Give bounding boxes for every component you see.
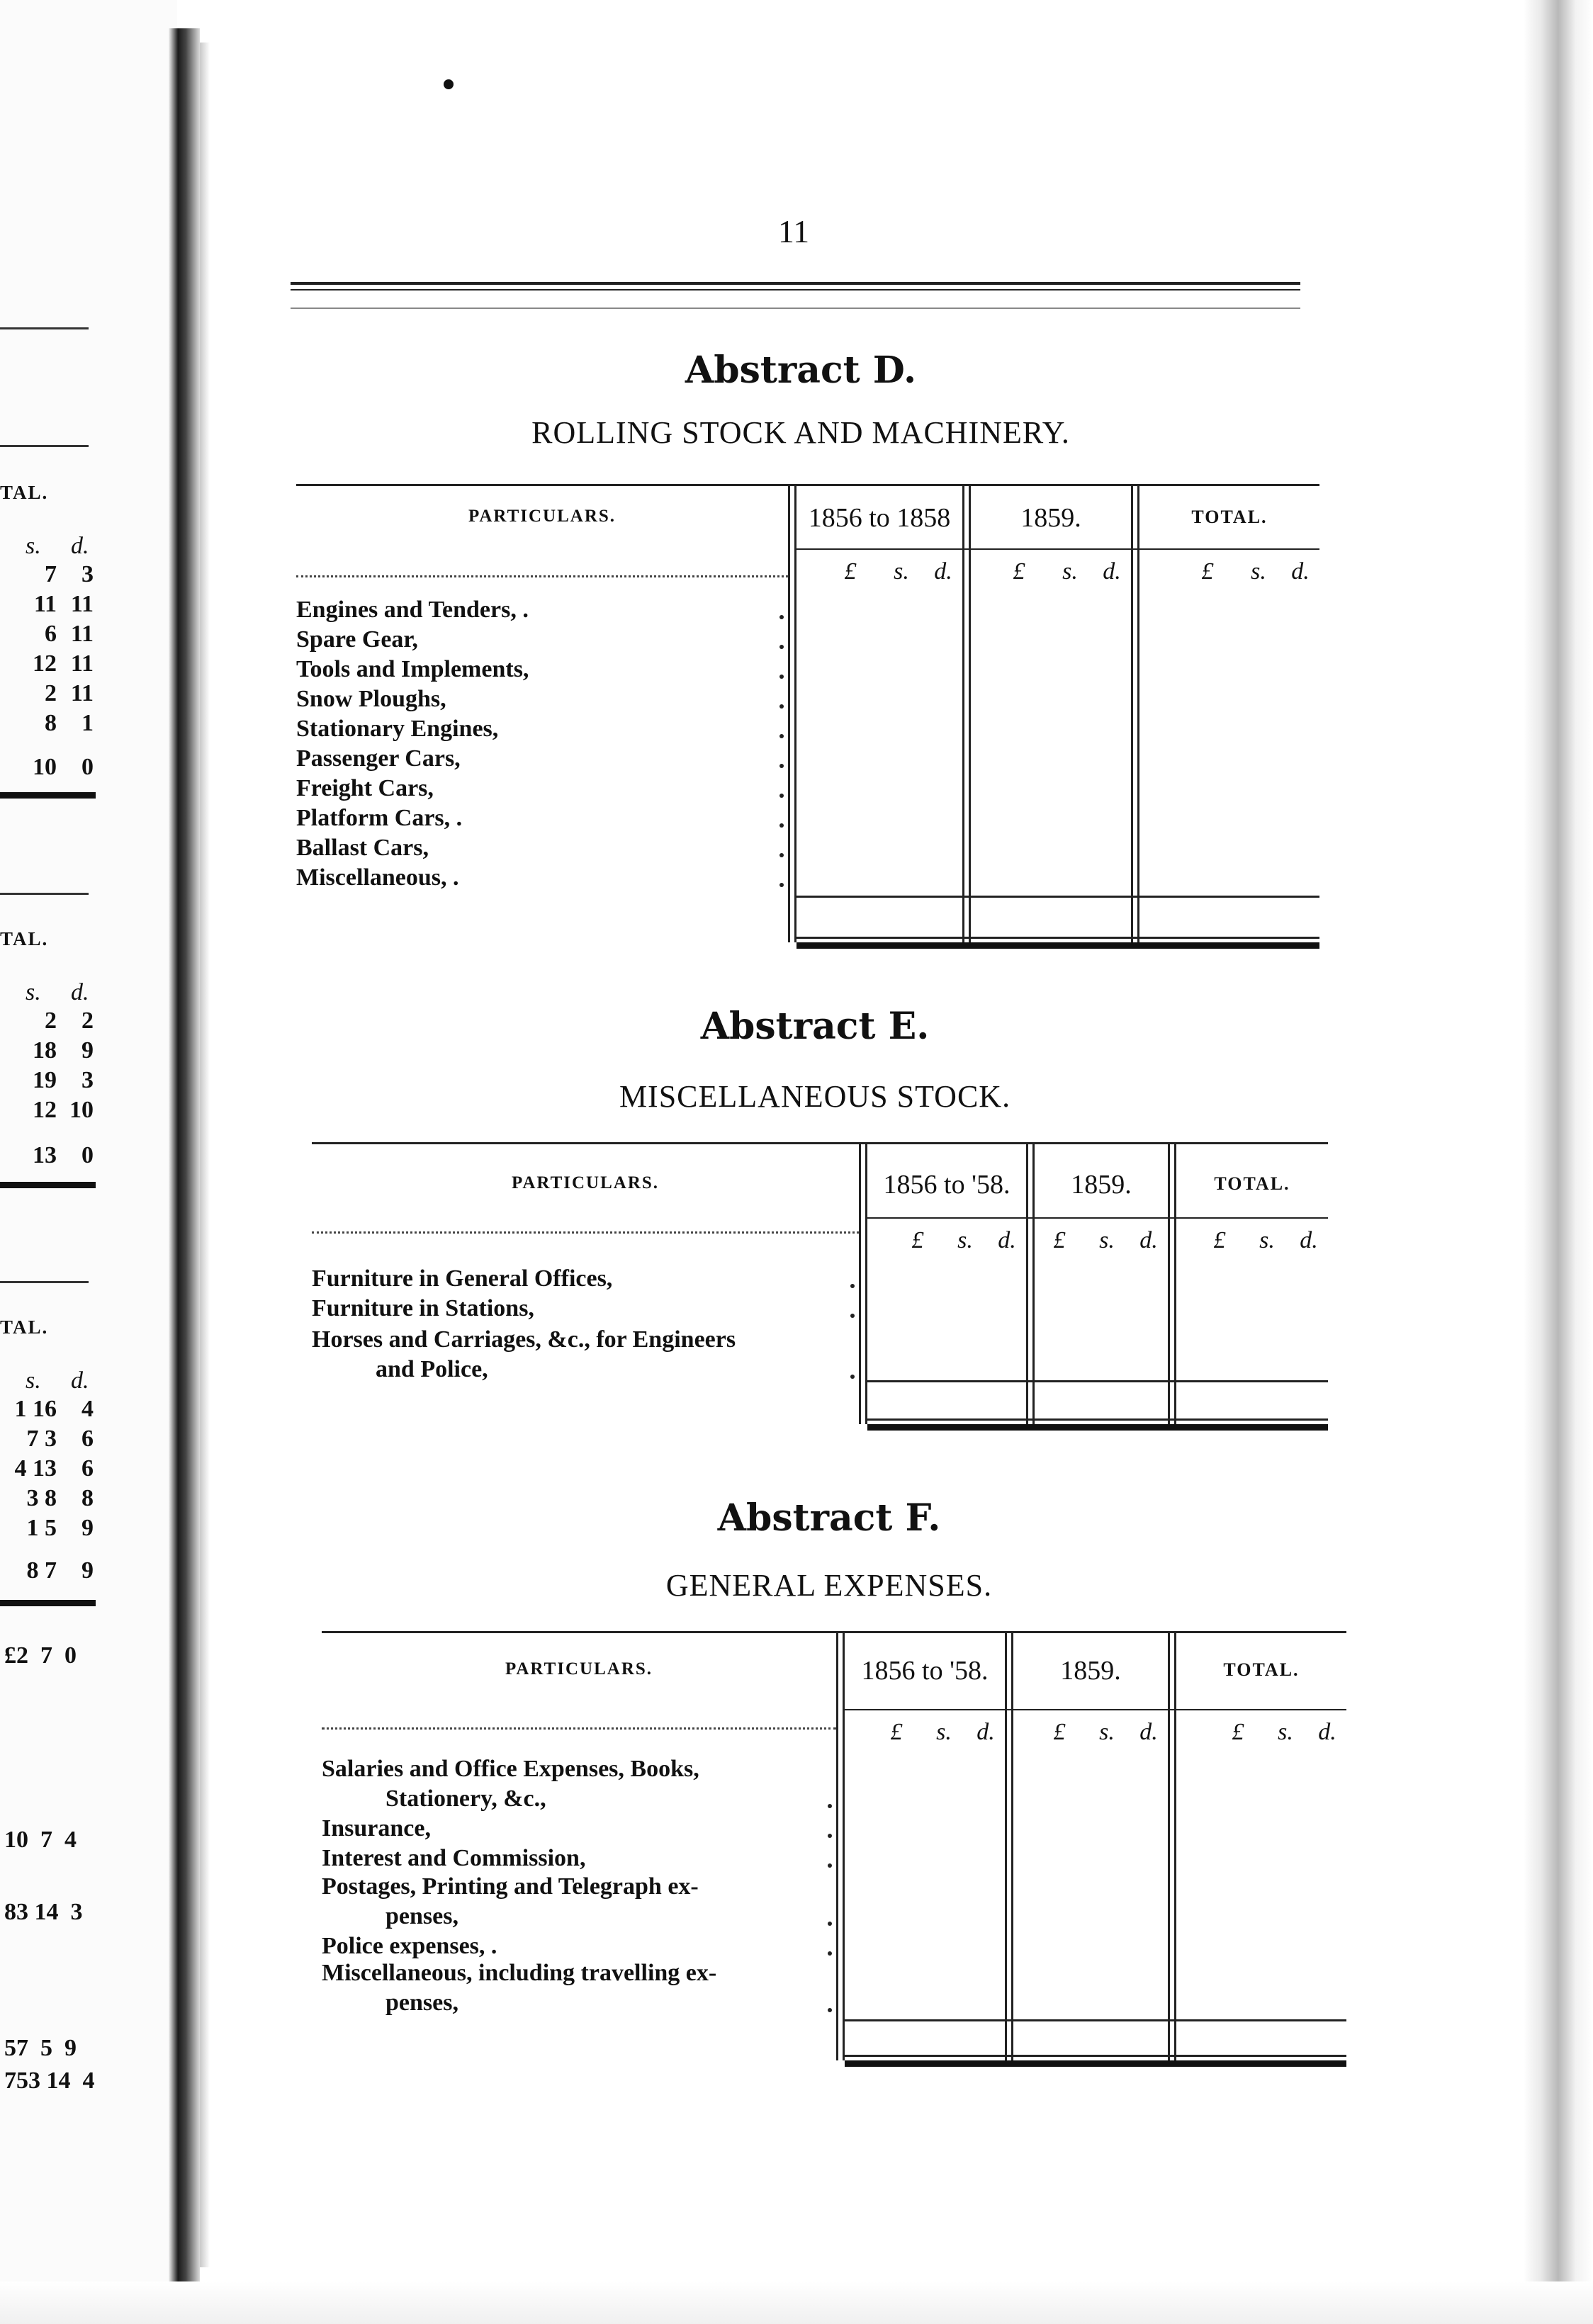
page-edge bbox=[1524, 0, 1593, 2324]
abstract-f-subtitle: GENERAL EXPENSES. bbox=[665, 1568, 993, 1603]
abstract-f-title: Abstract F. bbox=[717, 1496, 941, 1540]
fragment-value: 11 bbox=[70, 621, 94, 647]
fragment-value: 1 bbox=[81, 710, 94, 736]
fragment-line: 57 5 9 bbox=[4, 2035, 77, 2061]
header-rule bbox=[291, 308, 1300, 309]
fragment-value: 8 bbox=[45, 710, 57, 736]
fragment-value: 12 bbox=[33, 650, 57, 677]
abstract-e-title: Abstract E. bbox=[700, 1005, 930, 1048]
column-header: 1859. bbox=[1060, 1656, 1121, 1686]
particulars-header: PARTICULARS. bbox=[468, 507, 617, 526]
double-total-rule bbox=[796, 942, 1319, 949]
column-rule bbox=[836, 1631, 838, 2060]
unit-label: d. bbox=[934, 558, 952, 585]
double-total-rule bbox=[867, 1424, 1328, 1431]
fragment-total: 8 7 bbox=[26, 1557, 57, 1584]
unit-label: s. bbox=[936, 1719, 952, 1745]
particulars-header: PARTICULARS. bbox=[505, 1659, 653, 1679]
leader-dot bbox=[779, 675, 784, 679]
table-rule bbox=[296, 484, 1319, 486]
header-rule bbox=[312, 1231, 859, 1234]
table-rule bbox=[322, 1631, 1346, 1633]
column-header: TOTAL. bbox=[1223, 1659, 1300, 1680]
column-header: TOTAL. bbox=[1191, 507, 1268, 527]
row-label: Ballast Cars, bbox=[296, 835, 429, 861]
column-rule bbox=[859, 1142, 861, 1424]
fragment-line: £2 7 0 bbox=[4, 1642, 77, 1669]
leader-dot bbox=[779, 734, 784, 738]
unit-label: d. bbox=[1139, 1227, 1158, 1253]
fragment-value: 2 bbox=[45, 680, 57, 706]
column-rule bbox=[969, 484, 971, 942]
unit-label: s. bbox=[894, 558, 909, 585]
column-header: 1859. bbox=[1071, 1170, 1132, 1200]
double-total-rule bbox=[867, 1418, 1328, 1421]
facing-page-fragment bbox=[0, 0, 177, 2324]
fragment-line: 10 7 4 bbox=[4, 1827, 77, 1853]
double-total-rule bbox=[845, 2055, 1346, 2057]
rule bbox=[0, 1281, 89, 1283]
column-rule bbox=[962, 484, 964, 942]
row-label: Spare Gear, bbox=[296, 626, 418, 653]
row-label: Interest and Commission, bbox=[322, 1845, 586, 1871]
leader-dot bbox=[828, 1863, 832, 1868]
row-label-continued: and Police, bbox=[376, 1356, 488, 1382]
fragment-total: 10 bbox=[33, 754, 57, 780]
header-rule bbox=[291, 289, 1300, 290]
fragment-value: 3 bbox=[81, 561, 94, 587]
fragment-value: 1 5 bbox=[26, 1515, 57, 1541]
unit-label: £ bbox=[911, 1227, 924, 1253]
fragment-value: 3 8 bbox=[26, 1485, 57, 1511]
header-rule bbox=[845, 1709, 1346, 1710]
fragment-value: 4 bbox=[81, 1396, 94, 1422]
unit-label: £ bbox=[1053, 1227, 1066, 1253]
total-rule bbox=[845, 2019, 1346, 2021]
leader-dot bbox=[850, 1375, 855, 1379]
row-label-continued: Stationery, &c., bbox=[385, 1786, 546, 1812]
page-number: 11 bbox=[777, 213, 810, 249]
column-rule bbox=[1168, 1631, 1170, 2060]
row-label: Postages, Printing and Telegraph ex- bbox=[322, 1873, 699, 1900]
column-rule bbox=[1137, 484, 1139, 942]
unit-label: d. bbox=[1318, 1719, 1336, 1745]
unit-label: s. bbox=[1062, 558, 1078, 585]
fragment-total: 9 bbox=[81, 1557, 94, 1584]
fragment-value: 9 bbox=[81, 1037, 94, 1064]
unit-label: £ bbox=[1201, 558, 1214, 585]
row-label: Miscellaneous, including travelling ex- bbox=[322, 1960, 717, 1986]
column-header: 1856 to '58. bbox=[861, 1656, 989, 1686]
row-label-continued: penses, bbox=[385, 1903, 458, 1929]
total-rule bbox=[796, 896, 1319, 898]
column-rule bbox=[843, 1631, 845, 2060]
header-rule bbox=[291, 282, 1300, 285]
row-label-continued: penses, bbox=[385, 1990, 458, 2016]
column-rule bbox=[1174, 1631, 1176, 2060]
book-gutter-shadow bbox=[200, 43, 210, 2267]
unit-label: s. bbox=[26, 533, 41, 559]
fragment-line: 753 14 4 bbox=[4, 2068, 95, 2094]
row-label: Snow Ploughs, bbox=[296, 686, 446, 712]
row-label: Freight Cars, bbox=[296, 775, 434, 801]
total-rule bbox=[867, 1380, 1328, 1382]
row-label: Furniture in Stations, bbox=[312, 1295, 534, 1321]
row-label: Furniture in General Offices, bbox=[312, 1265, 613, 1292]
unit-label: s. bbox=[26, 979, 41, 1005]
fragment-value: 7 bbox=[45, 561, 57, 587]
fragment-value: 6 bbox=[81, 1426, 94, 1452]
leader-dot bbox=[828, 1951, 832, 1956]
book-gutter bbox=[169, 28, 200, 2296]
unit-label: s. bbox=[26, 1367, 41, 1394]
leader-dot bbox=[850, 1314, 855, 1318]
leader-dot bbox=[828, 2008, 832, 2012]
column-rule bbox=[1011, 1631, 1013, 2060]
column-rule bbox=[788, 484, 790, 942]
double-total-rule bbox=[796, 937, 1319, 939]
header-rule bbox=[796, 548, 1319, 550]
header-rule bbox=[296, 575, 788, 577]
leader-dot bbox=[828, 1804, 832, 1808]
page-bottom-edge bbox=[0, 2281, 1593, 2324]
rule bbox=[0, 893, 89, 895]
row-label: Salaries and Office Expenses, Books, bbox=[322, 1756, 699, 1782]
leader-dot bbox=[779, 853, 784, 857]
row-label: Tools and Implements, bbox=[296, 656, 529, 682]
column-header: 1859. bbox=[1020, 503, 1081, 533]
fragment-value: 18 bbox=[33, 1037, 57, 1064]
fragment-line: 83 14 3 bbox=[4, 1899, 83, 1925]
rule bbox=[0, 327, 89, 329]
unit-label: s. bbox=[957, 1227, 973, 1253]
unit-label: s. bbox=[1251, 558, 1266, 585]
leader-dot bbox=[779, 883, 784, 887]
row-label: Stationary Engines, bbox=[296, 716, 499, 742]
leader-dot bbox=[828, 1922, 832, 1926]
leader-dot bbox=[850, 1284, 855, 1288]
row-label: Insurance, bbox=[322, 1815, 431, 1841]
column-rule bbox=[1005, 1631, 1007, 2060]
fragment-value: 6 bbox=[45, 621, 57, 647]
fragment-total: 13 bbox=[33, 1142, 57, 1168]
fragment-total: 0 bbox=[81, 1142, 94, 1168]
row-label: Passenger Cars, bbox=[296, 745, 461, 772]
abstract-e-subtitle: MISCELLANEOUS STOCK. bbox=[619, 1079, 1011, 1114]
double-total-rule bbox=[845, 2060, 1346, 2067]
fragment-value: 19 bbox=[33, 1067, 57, 1093]
unit-label: £ bbox=[844, 558, 857, 585]
fragment-value: 2 bbox=[81, 1008, 94, 1034]
row-label: Horses and Carriages, &c., for Engineers bbox=[312, 1326, 736, 1353]
abstract-d-subtitle: ROLLING STOCK AND MACHINERY. bbox=[531, 415, 1070, 450]
header-rule bbox=[322, 1727, 836, 1730]
leader-dot bbox=[779, 645, 784, 649]
unit-label: £ bbox=[1053, 1719, 1066, 1745]
fragment-value: 2 bbox=[45, 1008, 57, 1034]
fragment-value: 11 bbox=[33, 591, 57, 617]
unit-label: s. bbox=[1099, 1719, 1115, 1745]
particulars-header: PARTICULARS. bbox=[511, 1173, 660, 1192]
unit-label: d. bbox=[1103, 558, 1121, 585]
leader-dot bbox=[779, 794, 784, 798]
unit-label: d. bbox=[976, 1719, 995, 1745]
fragment-value: 9 bbox=[81, 1515, 94, 1541]
leader-dot bbox=[779, 704, 784, 709]
column-header: 1856 to 1858 bbox=[808, 503, 951, 533]
header-rule bbox=[867, 1217, 1328, 1219]
row-label: Platform Cars, . bbox=[296, 805, 463, 831]
fragment-value: 12 bbox=[33, 1097, 57, 1123]
row-label: Police expenses, . bbox=[322, 1933, 497, 1959]
fragment-value: 1 16 bbox=[14, 1396, 57, 1422]
unit-label: s. bbox=[1278, 1719, 1293, 1745]
unit-label: d. bbox=[71, 1367, 89, 1394]
fragment-value: 10 bbox=[69, 1097, 94, 1123]
total-rule bbox=[0, 792, 96, 799]
column-rule bbox=[1131, 484, 1133, 942]
unit-label: £ bbox=[1213, 1227, 1226, 1253]
row-label: Miscellaneous, . bbox=[296, 864, 459, 891]
unit-label: d. bbox=[998, 1227, 1016, 1253]
unit-label: s. bbox=[1259, 1227, 1275, 1253]
fragment-value: 6 bbox=[81, 1455, 94, 1482]
unit-label: d. bbox=[1139, 1719, 1158, 1745]
rule bbox=[0, 445, 89, 447]
total-rule bbox=[0, 1600, 96, 1606]
column-header: 1856 to '58. bbox=[883, 1170, 1011, 1200]
unit-label: £ bbox=[890, 1719, 903, 1745]
row-label: Engines and Tenders, . bbox=[296, 597, 529, 623]
fragment-total: 0 bbox=[81, 754, 94, 780]
fragment-value: 11 bbox=[70, 591, 94, 617]
unit-label: d. bbox=[71, 533, 89, 559]
abstract-d-title: Abstract D. bbox=[685, 349, 917, 392]
fragment-value: 11 bbox=[70, 680, 94, 706]
unit-label: £ bbox=[1013, 558, 1025, 585]
fragment-value: 4 13 bbox=[14, 1455, 57, 1482]
leader-dot bbox=[779, 823, 784, 828]
column-header: TAL. bbox=[0, 1316, 49, 1338]
fragment-value: 7 3 bbox=[26, 1426, 57, 1452]
ink-dot bbox=[444, 79, 454, 89]
unit-label: d. bbox=[71, 979, 89, 1005]
fragment-value: 3 bbox=[81, 1067, 94, 1093]
column-header: TOTAL. bbox=[1214, 1173, 1290, 1194]
fragment-value: 11 bbox=[70, 650, 94, 677]
column-header: TAL. bbox=[0, 928, 49, 949]
unit-label: £ bbox=[1232, 1719, 1244, 1745]
unit-label: d. bbox=[1291, 558, 1310, 585]
total-rule bbox=[0, 1182, 96, 1188]
fragment-value: 8 bbox=[81, 1485, 94, 1511]
leader-dot bbox=[779, 615, 784, 619]
unit-label: s. bbox=[1099, 1227, 1115, 1253]
leader-dot bbox=[828, 1834, 832, 1838]
leader-dot bbox=[779, 764, 784, 768]
column-rule bbox=[794, 484, 796, 942]
column-header: TAL. bbox=[0, 482, 49, 503]
unit-label: d. bbox=[1300, 1227, 1318, 1253]
